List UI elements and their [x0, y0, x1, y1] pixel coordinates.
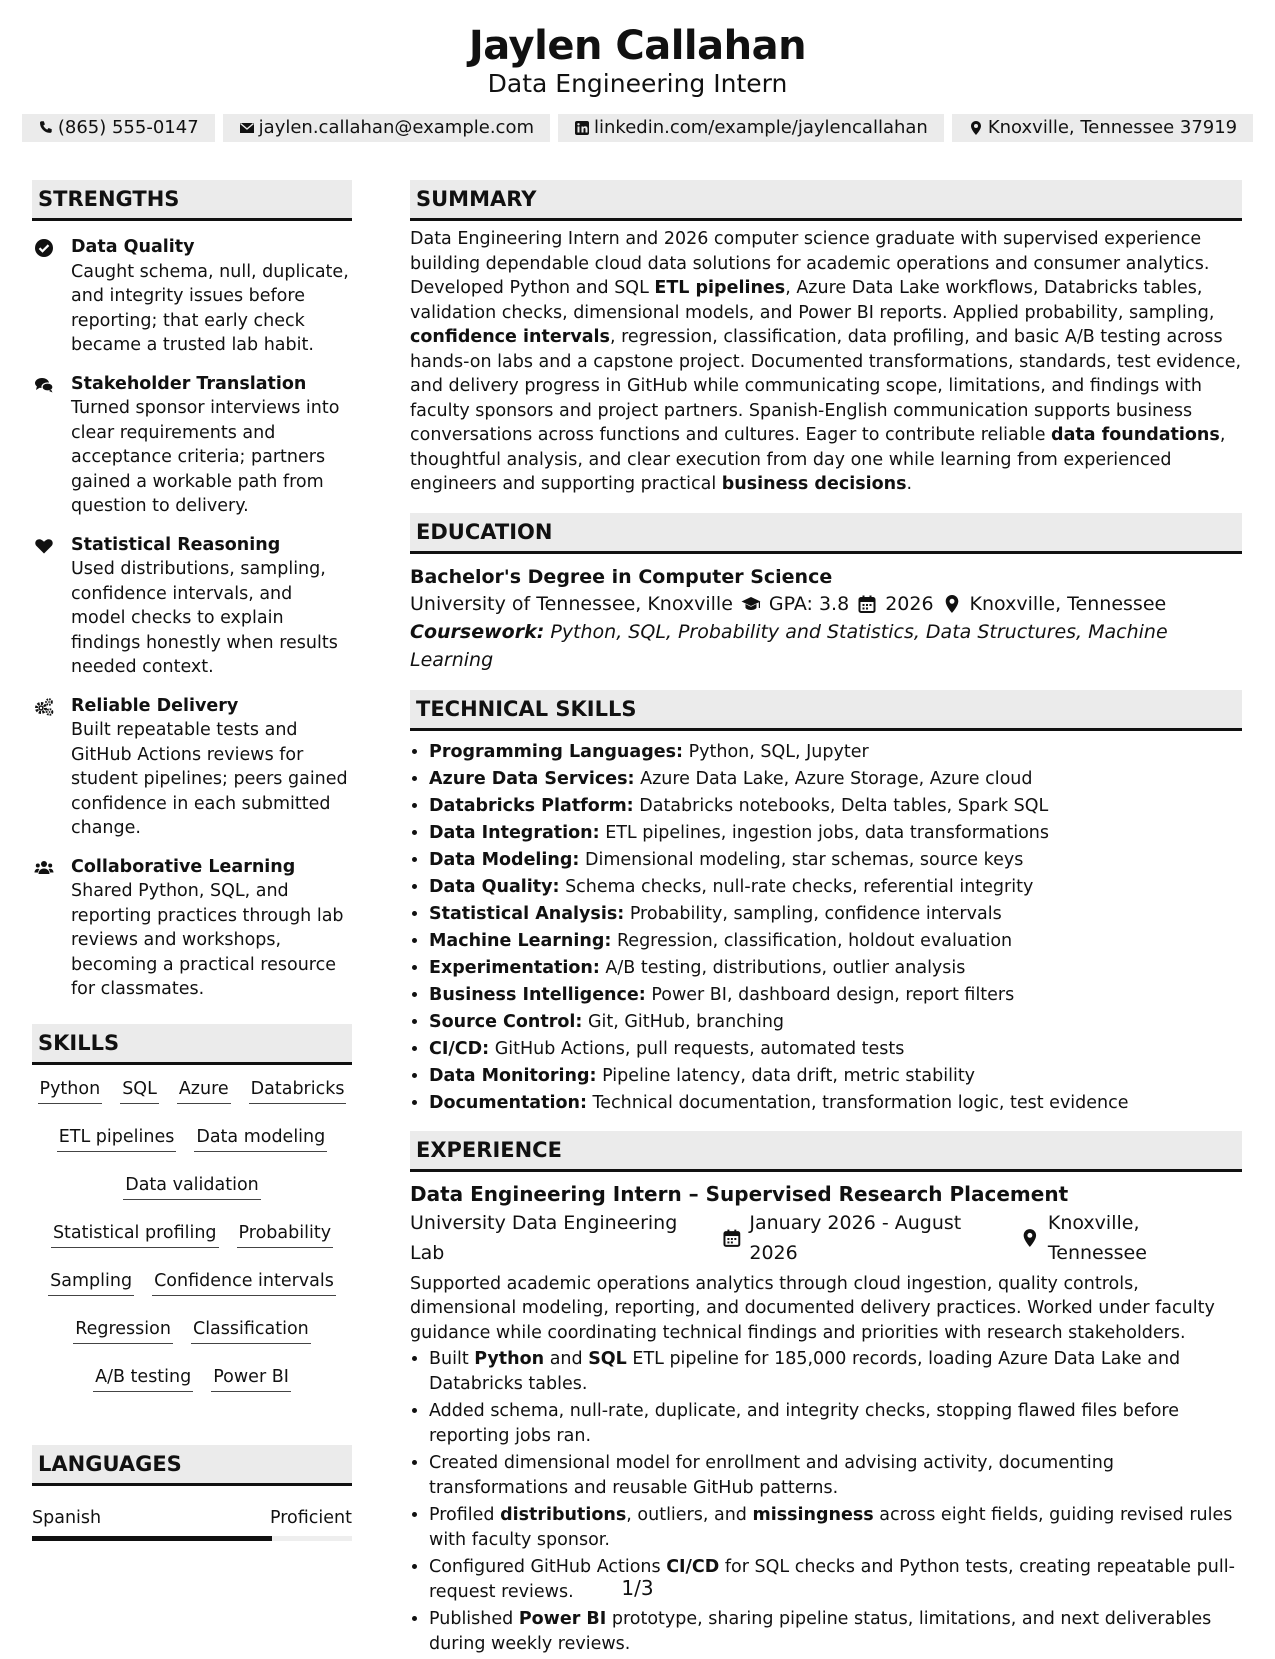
technical-skill-value: A/B testing, distributions, outlier analysis: [599, 957, 966, 978]
calendar-icon: [857, 594, 877, 614]
experience-title: Data Engineering Intern – Supervised Research Placement: [410, 1181, 1069, 1206]
map-marker-icon: [1020, 1228, 1040, 1248]
technical-skill-value: Azure Data Lake, Azure Storage, Azure cloud: [634, 768, 1033, 789]
strength-title: Statistical Reasoning: [71, 534, 281, 555]
technical-skill-item: [429, 793, 1242, 820]
experience-bullet-text: Profiled: [429, 1505, 501, 1525]
technical-skill-value: Regression, classification, holdout evaluation: [611, 930, 1013, 951]
experience-bullet-text: , outliers, and: [626, 1505, 753, 1525]
summary-text: , Azure Data Lake workflows, Databricks tables, validation checks, dimensional models, and Power BI reports. Applied probability, sampling,: [410, 278, 1215, 323]
experience-bullet-bold: missingness: [752, 1505, 874, 1525]
experience-heading: EXPERIENCE: [410, 1131, 1242, 1172]
technical-skill-label: Data Modeling:: [429, 849, 580, 870]
technical-skill-value: Technical documentation, transformation logic, test evidence: [586, 1092, 1129, 1113]
experience-bullet-bold: distributions: [500, 1505, 627, 1525]
linkedin-icon: [574, 120, 590, 136]
contact-bar: [0, 114, 1275, 142]
technical-skill-label: Data Monitoring:: [429, 1065, 597, 1086]
technical-skill-value: Python, SQL, Jupyter: [683, 741, 869, 762]
skill-tag: Classification: [191, 1317, 311, 1344]
education-details: [410, 590, 1242, 618]
skills-list: [32, 1077, 352, 1413]
language-proficiency-bar: [32, 1536, 352, 1541]
strengths-heading: STRENGTHS: [32, 180, 352, 221]
linkedin-chip[interactable]: [558, 114, 944, 142]
strength-item: [32, 855, 352, 1002]
technical-skill-value: Probability, sampling, confidence intervals: [624, 903, 1002, 924]
experience-bullet: [429, 1607, 1242, 1656]
strength-title: Data Quality: [71, 237, 195, 257]
summary-bold: business decisions: [721, 474, 907, 494]
technical-skill-item: [429, 1063, 1242, 1090]
map-marker-icon: [942, 594, 962, 614]
experience-bullet-text: and: [544, 1349, 589, 1369]
strength-text: Caught schema, null, duplicate, and integrity issues before reporting; that early check became a trusted lab habit.: [71, 261, 349, 355]
skill-tag: ETL pipelines: [57, 1125, 177, 1152]
coursework-list: Python, SQL, Probability and Statistics, Data Structures, Machine Learning: [410, 620, 1168, 671]
candidate-title: Data Engineering Intern: [487, 69, 788, 98]
experience-bullet: [429, 1399, 1242, 1448]
experience-bullet-text: Built: [429, 1349, 475, 1369]
strength-text: Built repeatable tests and GitHub Actions reviews for student pipelines; peers gained confidence in each submitted change.: [71, 720, 348, 838]
candidate-name: Jaylen Callahan: [468, 23, 807, 69]
skill-tag: Data validation: [123, 1173, 261, 1200]
skill-tag: Power BI: [211, 1365, 291, 1392]
strength-text: Used distributions, sampling, confidence intervals, and model checks to explain findings honestly when results needed context.: [71, 559, 338, 677]
experience-org: University Data Engineering Lab: [410, 1211, 678, 1264]
experience-bullet: [429, 1451, 1242, 1500]
graduation-year: 2026: [885, 592, 934, 615]
coursework-line: [410, 618, 1242, 674]
languages-heading: LANGUAGES: [32, 1445, 352, 1486]
summary-text: , thoughtful analysis, and clear execution from day one while learning from experienced engineers and supporting practical: [410, 425, 1226, 494]
skill-tag: Confidence intervals: [152, 1269, 336, 1296]
experience-bullet-text: for SQL checks and Python tests, creating repeatable pull-request reviews.: [429, 1557, 1235, 1602]
technical-skill-label: CI/CD:: [429, 1038, 490, 1059]
linkedin-text: linkedin.com/example/jaylencallahan: [594, 117, 928, 138]
summary-bold: confidence intervals: [410, 327, 610, 347]
experience-bullets: [410, 1347, 1242, 1656]
technical-skill-value: Pipeline latency, data drift, metric stability: [596, 1065, 976, 1086]
skill-tag: Probability: [237, 1221, 334, 1248]
check-circle-icon: [34, 238, 54, 258]
summary-heading: SUMMARY: [410, 180, 1242, 221]
technical-skills-heading: TECHNICAL SKILLS: [410, 690, 1242, 731]
experience-bullet-bold: Python: [474, 1349, 545, 1369]
skill-tag: A/B testing: [93, 1365, 193, 1392]
technical-skill-label: Experimentation:: [429, 957, 600, 978]
technical-skill-value: Dimensional modeling, star schemas, source keys: [579, 849, 1024, 870]
envelope-icon: [239, 120, 255, 136]
experience-bullet: [429, 1503, 1242, 1552]
school-location: Knoxville, Tennessee: [969, 592, 1167, 615]
summary-text: [410, 227, 1242, 497]
users-icon: [34, 858, 54, 878]
summary-text: .: [906, 474, 913, 494]
strength-title: Reliable Delivery: [71, 695, 239, 716]
technical-skill-label: Programming Languages:: [429, 741, 684, 762]
strength-title: Stakeholder Translation: [71, 373, 307, 394]
experience-bullet-text: Published: [429, 1609, 519, 1629]
location-text: Knoxville, Tennessee 37919: [987, 117, 1238, 138]
technical-skill-item: [429, 820, 1242, 847]
skills-heading: SKILLS: [32, 1024, 352, 1065]
skill-tag: Regression: [73, 1317, 173, 1344]
strength-text: Shared Python, SQL, and reporting practices through lab reviews and workshops, becoming a practical resource for classmates.: [71, 881, 344, 999]
right-column: [410, 180, 1242, 1659]
technical-skill-item: [429, 847, 1242, 874]
email-text: jaylen.callahan@example.com: [258, 117, 534, 138]
phone-icon: [38, 120, 54, 136]
technical-skill-label: Machine Learning:: [429, 930, 612, 951]
education-heading: EDUCATION: [410, 513, 1242, 554]
strength-title: Collaborative Learning: [71, 856, 296, 877]
experience-bullet-text: prototype, sharing pipeline status, limitations, and next deliverables during weekly reviews.: [429, 1609, 1212, 1654]
map-marker-icon: [968, 120, 984, 136]
phone-text: (865) 555-0147: [57, 117, 199, 138]
coursework-label: Coursework:: [410, 620, 545, 643]
technical-skill-value: Git, GitHub, branching: [582, 1011, 785, 1032]
skill-tag: Python: [38, 1077, 103, 1104]
calendar-icon: [722, 1228, 742, 1248]
language-name: Spanish: [32, 1507, 102, 1528]
technical-skill-value: Databricks notebooks, Delta tables, Spark SQL: [633, 795, 1049, 816]
technical-skill-label: Azure Data Services:: [429, 768, 635, 789]
experience-location: Knoxville, Tennessee: [1047, 1211, 1147, 1264]
technical-skills-list: [410, 739, 1242, 1117]
technical-skill-value: Schema checks, null-rate checks, referential integrity: [559, 876, 1034, 897]
skill-tag: Data modeling: [194, 1125, 327, 1152]
gpa-text: GPA: 3.8: [768, 592, 850, 615]
strength-item: [32, 533, 352, 680]
technical-skill-label: Business Intelligence:: [429, 984, 646, 1005]
technical-skill-item: [429, 1036, 1242, 1063]
technical-skill-value: GitHub Actions, pull requests, automated tests: [489, 1038, 905, 1059]
skill-tag: Databricks: [249, 1077, 347, 1104]
strength-item: [32, 372, 352, 519]
experience-bullet: [429, 1347, 1242, 1396]
resume-header: [0, 20, 1275, 100]
gears-icon: [34, 697, 54, 717]
technical-skill-label: Databricks Platform:: [429, 795, 634, 816]
technical-skill-label: Data Quality:: [429, 876, 560, 897]
degree-title: Bachelor's Degree in Computer Science: [410, 565, 833, 588]
heart-icon: [34, 536, 54, 556]
experience-dates: January 2026 - August 2026: [749, 1211, 962, 1264]
location-chip: [952, 114, 1253, 142]
page-number: 1/3: [621, 1576, 654, 1600]
strength-item: [32, 694, 352, 841]
skill-tag: Azure: [177, 1077, 231, 1104]
strength-text: Turned sponsor interviews into clear requirements and acceptance criteria; partners gained a workable path from question to delivery.: [71, 398, 340, 516]
language-proficiency-fill: [32, 1536, 272, 1541]
technical-skill-item: [429, 955, 1242, 982]
experience-description: Supported academic operations analytics through cloud ingestion, quality controls, dimensional modeling, reporting, and documented delivery practices. Worked under faculty guidance while coordinating technical findings and priorities with research stakeholders.: [410, 1273, 1215, 1343]
skill-tag: SQL: [120, 1077, 159, 1104]
experience-bullet-text: Created dimensional model for enrollment and advising activity, documenting transformations and reusable GitHub patterns.: [429, 1453, 1114, 1498]
experience-bullet-bold: Power BI: [518, 1609, 607, 1629]
comments-icon: [34, 375, 54, 395]
technical-skill-item: [429, 1090, 1242, 1117]
technical-skill-label: Statistical Analysis:: [429, 903, 625, 924]
technical-skill-item: [429, 739, 1242, 766]
experience-bullet-text: Configured GitHub Actions: [429, 1557, 667, 1577]
language-level: Proficient: [270, 1507, 352, 1528]
skill-tag: Sampling: [48, 1269, 134, 1296]
school-name: University of Tennessee, Knoxville: [410, 592, 733, 615]
technical-skill-item: [429, 766, 1242, 793]
summary-bold: data foundations: [1051, 425, 1220, 445]
technical-skill-value: Power BI, dashboard design, report filters: [645, 984, 1015, 1005]
technical-skill-label: Source Control:: [429, 1011, 583, 1032]
graduation-cap-icon: [741, 594, 761, 614]
technical-skill-item: [429, 1009, 1242, 1036]
left-column: [32, 180, 352, 1541]
technical-skill-label: Data Integration:: [429, 822, 600, 843]
summary-bold: ETL pipelines: [654, 278, 786, 298]
experience-bullet-bold: CI/CD: [666, 1557, 720, 1577]
technical-skill-item: [429, 982, 1242, 1009]
technical-skill-item: [429, 928, 1242, 955]
skill-tag: Statistical profiling: [51, 1221, 219, 1248]
technical-skill-value: ETL pipelines, ingestion jobs, data transformations: [599, 822, 1050, 843]
technical-skill-item: [429, 874, 1242, 901]
technical-skill-item: [429, 901, 1242, 928]
summary-text: Data Engineering Intern and 2026 computer science graduate with supervised experience building dependable cloud data solutions for academic operations and consumer analytics. Developed Python and SQL: [410, 229, 1210, 298]
experience-details: [410, 1208, 1242, 1268]
strength-item: [32, 235, 352, 358]
email-chip[interactable]: [223, 114, 550, 142]
experience-bullet-text: ETL pipeline for 185,000 records, loading Azure Data Lake and Databricks tables.: [429, 1349, 1181, 1394]
experience-bullet-text: across eight fields, guiding revised rules with faculty sponsor.: [429, 1505, 1233, 1550]
summary-text: , regression, classification, data profiling, and basic A/B testing across hands-on labs and a capstone project. Documented transformations, standards, test evidence, and delivery progress in GitHub while communicating scope, limitations, and findings with faculty sponsors and project partners. Spanish-English communication supports business conversations across functions and cultures. Eager to contribute reliable: [410, 327, 1242, 445]
technical-skill-label: Documentation:: [429, 1092, 587, 1113]
experience-bullet-bold: SQL: [588, 1349, 627, 1369]
language-row: [32, 1508, 352, 1528]
phone-chip[interactable]: [22, 114, 215, 142]
experience-bullet-text: Added schema, null-rate, duplicate, and integrity checks, stopping flawed files before reporting jobs ran.: [429, 1401, 1180, 1446]
